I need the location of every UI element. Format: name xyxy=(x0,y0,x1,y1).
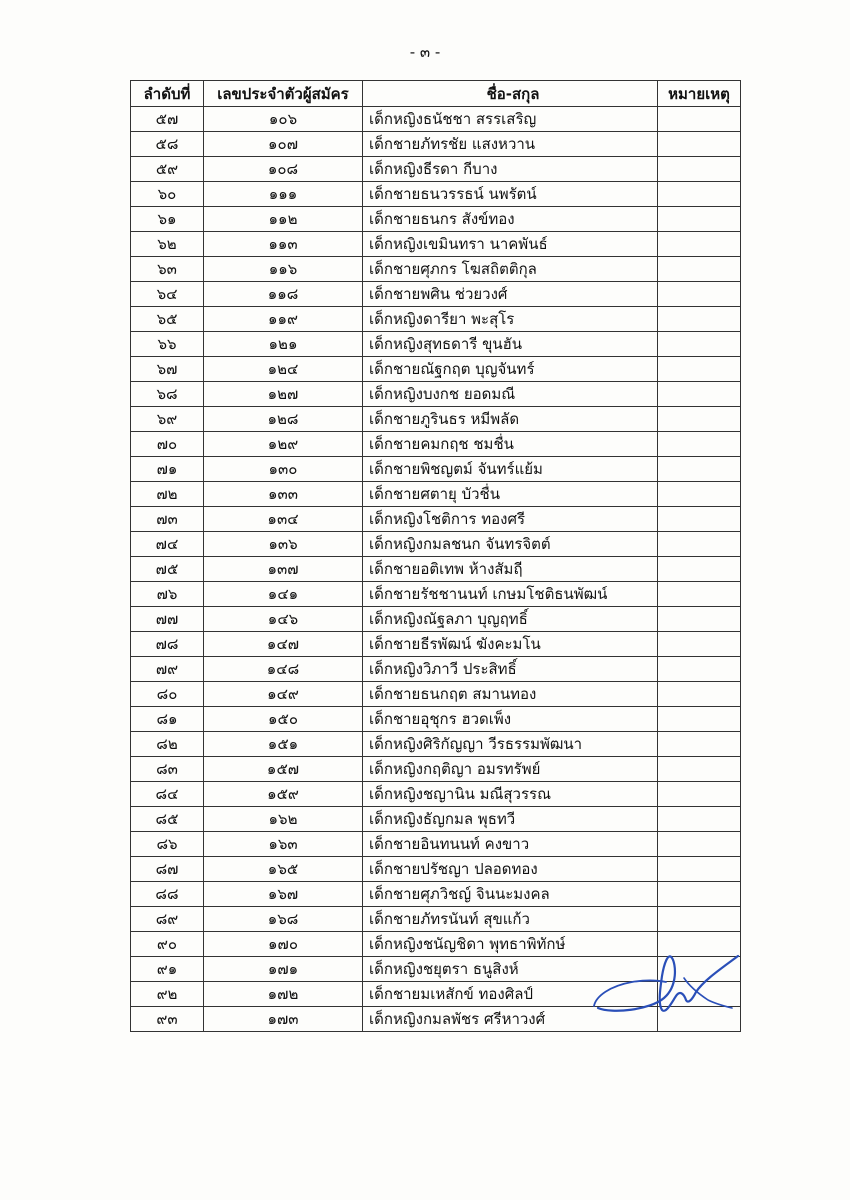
name-cell: เด็กชายภูรินธร หมีพลัด xyxy=(363,407,658,432)
table-row xyxy=(131,482,741,507)
applicant-id-cell: ๑๓๐ xyxy=(204,457,363,482)
applicant-id-cell: ๑๑๙ xyxy=(204,307,363,332)
applicant-id-cell: ๑๕๐ xyxy=(204,707,363,732)
table-row xyxy=(131,157,741,182)
applicant-id-cell: ๑๐๗ xyxy=(204,132,363,157)
remark-cell xyxy=(658,357,741,382)
applicant-id-cell: ๑๔๖ xyxy=(204,607,363,632)
applicant-table xyxy=(130,80,741,1032)
page-number: - ๓ - xyxy=(409,43,441,61)
order-cell: ๗๐ xyxy=(131,432,204,457)
order-cell: ๘๗ xyxy=(131,857,204,882)
order-cell: ๘๙ xyxy=(131,907,204,932)
name-cell: เด็กหญิงโชติการ ทองศรี xyxy=(363,507,658,532)
name-cell: เด็กชายธนกร สังข์ทอง xyxy=(363,207,658,232)
remark-cell xyxy=(658,182,741,207)
name-cell: เด็กชายธนกฤต สมานทอง xyxy=(363,682,658,707)
remark-cell xyxy=(658,757,741,782)
name-cell: เด็กหญิงชยุตรา ธนูสิงห์ xyxy=(363,957,658,982)
name-cell: เด็กชายธีรพัฒน์ ฆังคะมโน xyxy=(363,632,658,657)
applicant-id-cell: ๑๗๓ xyxy=(204,1007,363,1032)
remark-cell xyxy=(658,282,741,307)
table-row xyxy=(131,457,741,482)
name-cell: เด็กชายธนวรรธน์ นพรัตน์ xyxy=(363,182,658,207)
applicant-id-cell: ๑๗๐ xyxy=(204,932,363,957)
name-cell: เด็กชายอินทนนท์ คงขาว xyxy=(363,832,658,857)
applicant-id-cell: ๑๓๖ xyxy=(204,532,363,557)
table-row xyxy=(131,782,741,807)
applicant-id-cell: ๑๗๒ xyxy=(204,982,363,1007)
applicant-id-cell: ๑๒๙ xyxy=(204,432,363,457)
table-row xyxy=(131,232,741,257)
order-cell: ๘๐ xyxy=(131,682,204,707)
order-cell: ๗๑ xyxy=(131,457,204,482)
order-cell: ๘๖ xyxy=(131,832,204,857)
applicant-id-cell: ๑๖๗ xyxy=(204,882,363,907)
name-cell: เด็กชายรัชชานนท์ เกษมโชติธนพัฒน์ xyxy=(363,582,658,607)
table-row xyxy=(131,682,741,707)
applicant-id-cell: ๑๔๑ xyxy=(204,582,363,607)
table-row xyxy=(131,857,741,882)
order-cell: ๕๗ xyxy=(131,107,204,132)
table-row xyxy=(131,532,741,557)
table-row xyxy=(131,432,741,457)
remark-cell xyxy=(658,457,741,482)
order-cell: ๖๐ xyxy=(131,182,204,207)
table-row xyxy=(131,632,741,657)
order-cell: ๖๑ xyxy=(131,207,204,232)
order-cell: ๕๙ xyxy=(131,157,204,182)
remark-cell xyxy=(658,607,741,632)
order-cell: ๖๙ xyxy=(131,407,204,432)
name-cell: เด็กหญิงกมลชนก จันทรจิตต์ xyxy=(363,532,658,557)
signature xyxy=(592,950,742,1020)
name-cell: เด็กชายศุภวิชญ์ จินนะมงคล xyxy=(363,882,658,907)
table-row xyxy=(131,107,741,132)
table-row xyxy=(131,607,741,632)
table-row xyxy=(131,282,741,307)
remark-cell xyxy=(658,257,741,282)
table-row xyxy=(131,407,741,432)
order-cell: ๖๕ xyxy=(131,307,204,332)
name-cell: เด็กหญิงกฤติญา อมรทรัพย์ xyxy=(363,757,658,782)
name-cell: เด็กชายภัทรนันท์ สุขแก้ว xyxy=(363,907,658,932)
name-cell: เด็กหญิงเขมินทรา นาคพันธ์ xyxy=(363,232,658,257)
order-cell: ๘๕ xyxy=(131,807,204,832)
applicant-id-cell: ๑๓๔ xyxy=(204,507,363,532)
remark-cell xyxy=(658,132,741,157)
table-row xyxy=(131,557,741,582)
applicant-id-cell: ๑๑๒ xyxy=(204,207,363,232)
applicant-id-cell: ๑๒๔ xyxy=(204,357,363,382)
order-cell: ๖๓ xyxy=(131,257,204,282)
table-row xyxy=(131,307,741,332)
name-cell: เด็กชายพิชญตม์ จันทร์แย้ม xyxy=(363,457,658,482)
table-row xyxy=(131,582,741,607)
remark-cell xyxy=(658,782,741,807)
applicant-id-cell: ๑๐๖ xyxy=(204,107,363,132)
applicant-id-cell: ๑๔๘ xyxy=(204,657,363,682)
remark-cell xyxy=(658,207,741,232)
header-remark: หมายเหตุ xyxy=(658,81,741,107)
applicant-id-cell: ๑๑๘ xyxy=(204,282,363,307)
order-cell: ๙๐ xyxy=(131,932,204,957)
remark-cell xyxy=(658,807,741,832)
table-row xyxy=(131,382,741,407)
order-cell: ๗๒ xyxy=(131,482,204,507)
table-row xyxy=(131,357,741,382)
header-applicant-id: เลขประจำตัวผู้สมัคร xyxy=(204,81,363,107)
name-cell: เด็กหญิงวิภาวี ประสิทธิ์ xyxy=(363,657,658,682)
name-cell: เด็กหญิงศิริกัญญา วีรธรรมพัฒนา xyxy=(363,732,658,757)
name-cell: เด็กชายพศิน ช่วยวงศ์ xyxy=(363,282,658,307)
order-cell: ๗๔ xyxy=(131,532,204,557)
remark-cell xyxy=(658,832,741,857)
applicant-id-cell: ๑๑๑ xyxy=(204,182,363,207)
header-order: ลำดับที่ xyxy=(131,81,204,107)
applicant-id-cell: ๑๓๓ xyxy=(204,482,363,507)
applicant-id-cell: ๑๖๒ xyxy=(204,807,363,832)
name-cell: เด็กชายปรัชญา ปลอดทอง xyxy=(363,857,658,882)
remark-cell xyxy=(658,432,741,457)
name-cell: เด็กหญิงบงกช ยอดมณี xyxy=(363,382,658,407)
name-cell: เด็กชายมเหสักข์ ทองศิลป์ xyxy=(363,982,658,1007)
applicant-id-cell: ๑๔๙ xyxy=(204,682,363,707)
name-cell: เด็กหญิงธีรดา กีบาง xyxy=(363,157,658,182)
name-cell: เด็กหญิงธัญกมล พุธทวี xyxy=(363,807,658,832)
order-cell: ๘๘ xyxy=(131,882,204,907)
table-row xyxy=(131,182,741,207)
table-row xyxy=(131,507,741,532)
remark-cell xyxy=(658,582,741,607)
table-row xyxy=(131,907,741,932)
remark-cell xyxy=(658,382,741,407)
applicant-id-cell: ๑๖๘ xyxy=(204,907,363,932)
table-row xyxy=(131,757,741,782)
order-cell: ๘๒ xyxy=(131,732,204,757)
table-row xyxy=(131,832,741,857)
applicant-id-cell: ๑๓๗ xyxy=(204,557,363,582)
table-header-row xyxy=(131,81,741,107)
name-cell: เด็กหญิงกมลพัชร ศรีหาวงศ์ xyxy=(363,1007,658,1032)
applicant-id-cell: ๑๗๑ xyxy=(204,957,363,982)
name-cell: เด็กชายณัฐกฤต บุญจันทร์ xyxy=(363,357,658,382)
name-cell: เด็กหญิงณัฐลภา บุญฤทธิ์ xyxy=(363,607,658,632)
order-cell: ๕๘ xyxy=(131,132,204,157)
remark-cell xyxy=(658,707,741,732)
remark-cell xyxy=(658,632,741,657)
name-cell: เด็กชายอติเทพ ห้างสัมฤี xyxy=(363,557,658,582)
remark-cell xyxy=(658,107,741,132)
applicant-id-cell: ๑๖๓ xyxy=(204,832,363,857)
table-row xyxy=(131,732,741,757)
order-cell: ๙๓ xyxy=(131,1007,204,1032)
remark-cell xyxy=(658,857,741,882)
order-cell: ๘๑ xyxy=(131,707,204,732)
remark-cell xyxy=(658,507,741,532)
remark-cell xyxy=(658,232,741,257)
order-cell: ๘๔ xyxy=(131,782,204,807)
order-cell: ๖๒ xyxy=(131,232,204,257)
order-cell: ๘๓ xyxy=(131,757,204,782)
order-cell: ๗๘ xyxy=(131,632,204,657)
remark-cell xyxy=(658,332,741,357)
order-cell: ๗๙ xyxy=(131,657,204,682)
name-cell: เด็กชายภัทรชัย แสงหวาน xyxy=(363,132,658,157)
order-cell: ๖๘ xyxy=(131,382,204,407)
order-cell: ๗๓ xyxy=(131,507,204,532)
order-cell: ๗๕ xyxy=(131,557,204,582)
applicant-id-cell: ๑๒๘ xyxy=(204,407,363,432)
remark-cell xyxy=(658,557,741,582)
name-cell: เด็กชายอุชุกร ฮวดเพ็ง xyxy=(363,707,658,732)
remark-cell xyxy=(658,682,741,707)
remark-cell xyxy=(658,157,741,182)
header-name: ชื่อ-สกุล xyxy=(363,81,658,107)
order-cell: ๖๗ xyxy=(131,357,204,382)
name-cell: เด็กชายศตายุ บัวชื่น xyxy=(363,482,658,507)
applicant-id-cell: ๑๖๕ xyxy=(204,857,363,882)
name-cell: เด็กชายศุภกร โฆสถิตติกุล xyxy=(363,257,658,282)
order-cell: ๖๔ xyxy=(131,282,204,307)
name-cell: เด็กชายคมกฤช ชมชื่น xyxy=(363,432,658,457)
name-cell: เด็กหญิงชนัญชิดา พุทธาพิทักษ์ xyxy=(363,932,658,957)
name-cell: เด็กหญิงชญานิน มณีสุวรรณ xyxy=(363,782,658,807)
table-row xyxy=(131,882,741,907)
remark-cell xyxy=(658,657,741,682)
table-body xyxy=(131,107,741,1032)
table-row xyxy=(131,132,741,157)
applicant-id-cell: ๑๐๘ xyxy=(204,157,363,182)
remark-cell xyxy=(658,532,741,557)
remark-cell xyxy=(658,732,741,757)
applicant-id-cell: ๑๔๗ xyxy=(204,632,363,657)
applicant-id-cell: ๑๕๗ xyxy=(204,757,363,782)
table-row xyxy=(131,807,741,832)
applicant-id-cell: ๑๑๖ xyxy=(204,257,363,282)
order-cell: ๙๑ xyxy=(131,957,204,982)
order-cell: ๗๖ xyxy=(131,582,204,607)
remark-cell xyxy=(658,482,741,507)
name-cell: เด็กหญิงดารียา พะสุโร xyxy=(363,307,658,332)
name-cell: เด็กหญิงสุทธดารี ขุนฮัน xyxy=(363,332,658,357)
applicant-id-cell: ๑๕๙ xyxy=(204,782,363,807)
table-row xyxy=(131,657,741,682)
table-row xyxy=(131,257,741,282)
remark-cell xyxy=(658,882,741,907)
applicant-id-cell: ๑๒๑ xyxy=(204,332,363,357)
table-row xyxy=(131,207,741,232)
applicant-id-cell: ๑๕๑ xyxy=(204,732,363,757)
table-row xyxy=(131,332,741,357)
remark-cell xyxy=(658,907,741,932)
remark-cell xyxy=(658,407,741,432)
table-row xyxy=(131,707,741,732)
order-cell: ๖๖ xyxy=(131,332,204,357)
applicant-id-cell: ๑๒๗ xyxy=(204,382,363,407)
applicant-id-cell: ๑๑๓ xyxy=(204,232,363,257)
order-cell: ๙๒ xyxy=(131,982,204,1007)
order-cell: ๗๗ xyxy=(131,607,204,632)
remark-cell xyxy=(658,307,741,332)
name-cell: เด็กหญิงธนัชชา สรรเสริญ xyxy=(363,107,658,132)
